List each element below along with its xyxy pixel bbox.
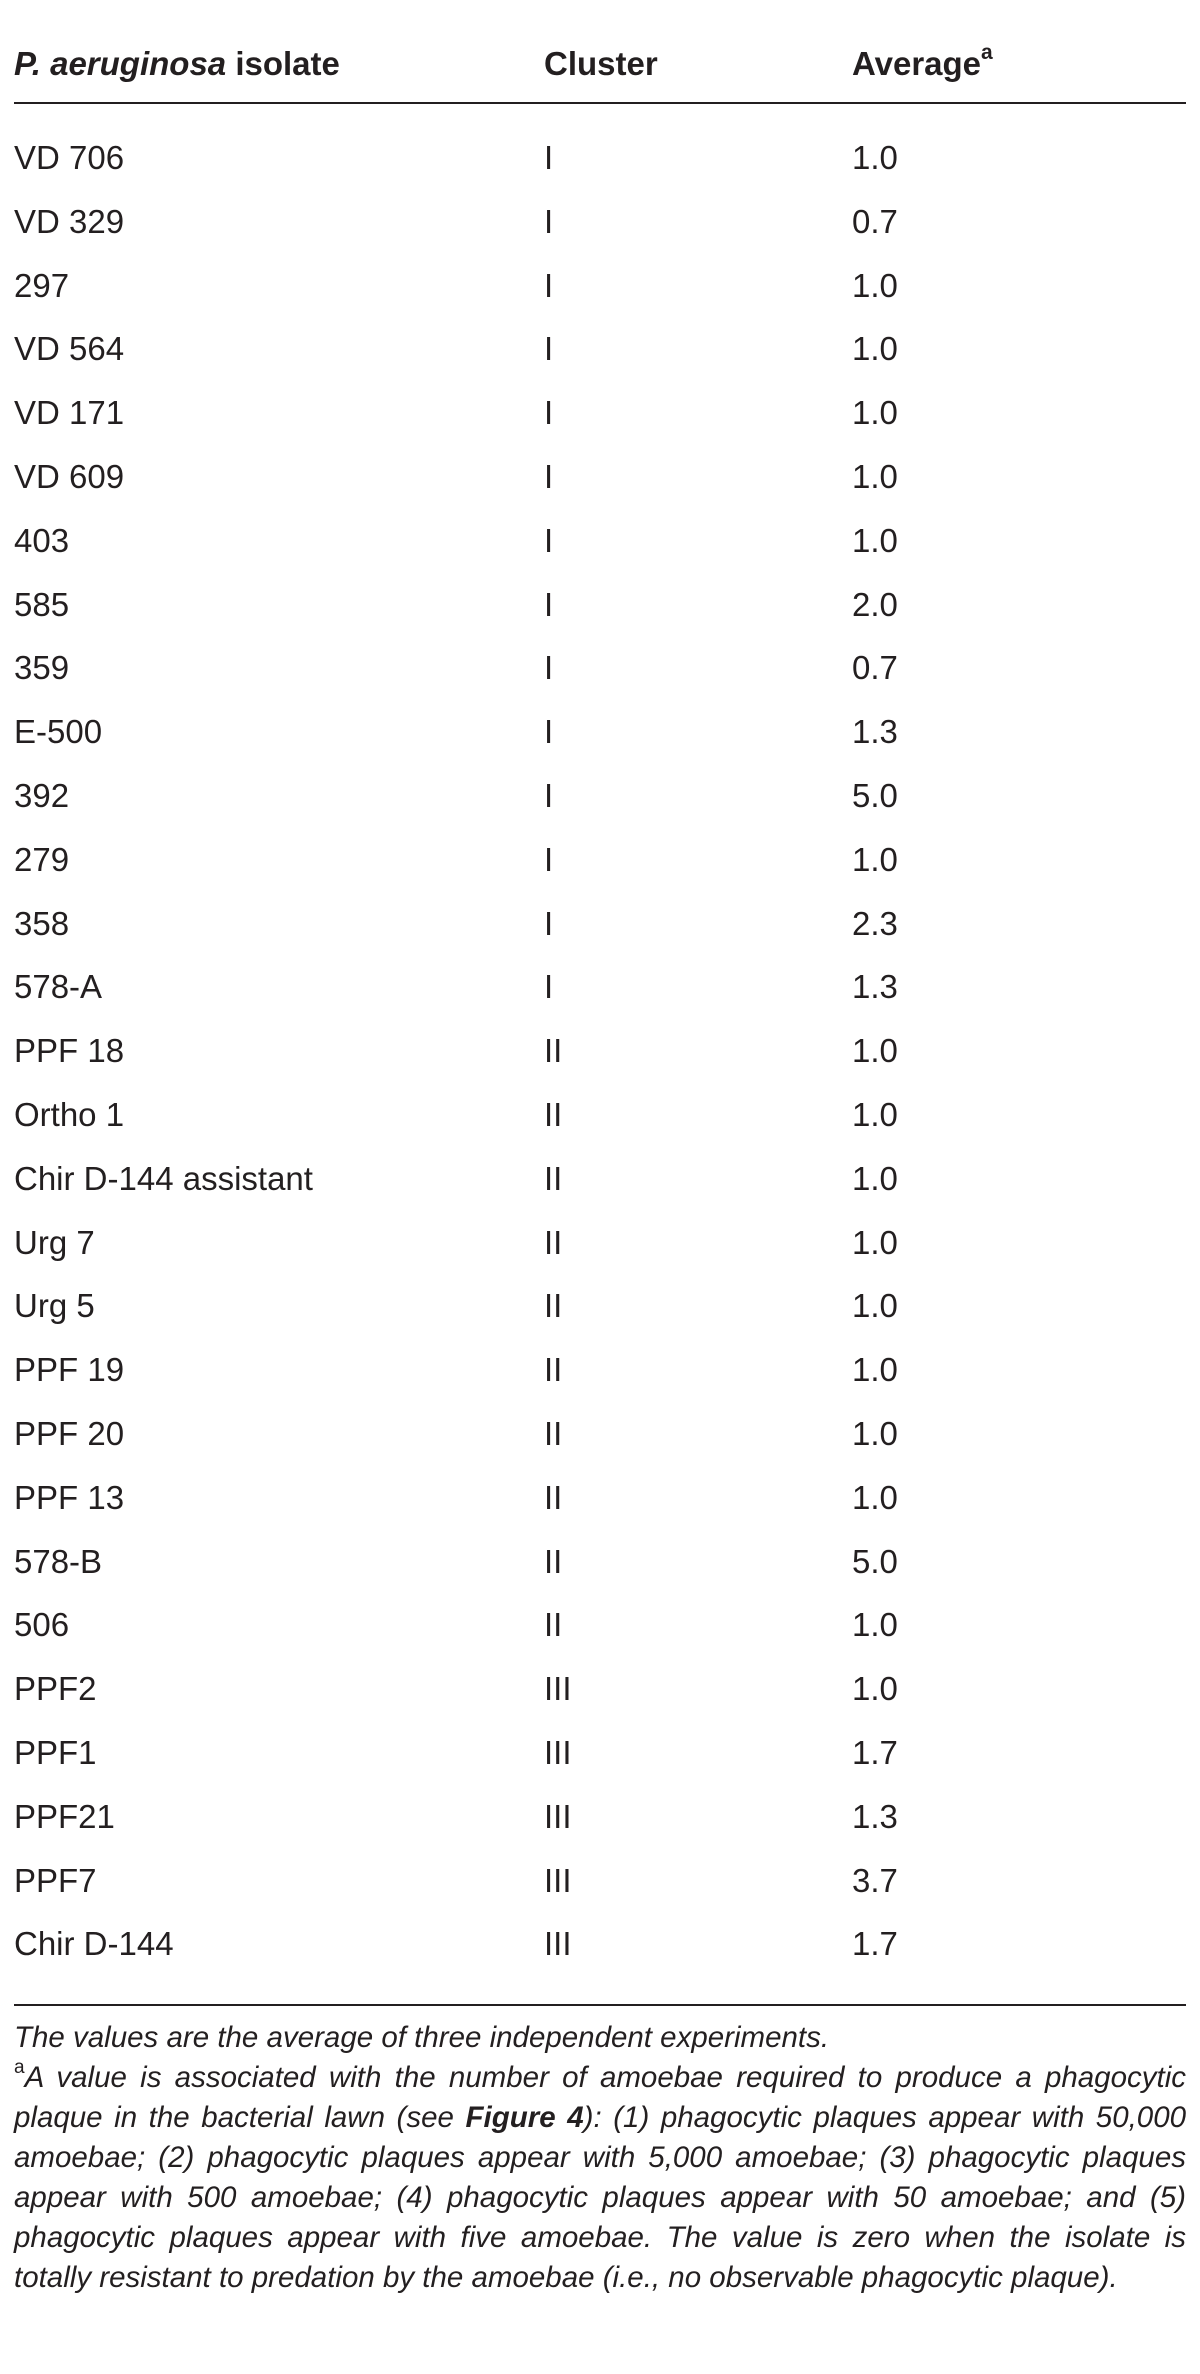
table-row bbox=[0, 1211, 1200, 1275]
isolate-cell: PPF21 bbox=[14, 1797, 115, 1835]
table-row bbox=[0, 892, 1200, 956]
cluster-cell: I bbox=[544, 202, 554, 240]
header-average-label: Average bbox=[852, 45, 982, 82]
table-row bbox=[0, 764, 1200, 828]
table-row bbox=[0, 381, 1200, 445]
table-row bbox=[0, 828, 1200, 892]
cluster-cell: I bbox=[544, 585, 554, 623]
average-cell: 5.0 bbox=[852, 776, 898, 814]
isolate-cell: PPF 20 bbox=[14, 1414, 125, 1452]
cluster-cell: II bbox=[544, 1287, 563, 1325]
average-cell: 1.0 bbox=[852, 139, 898, 176]
average-cell: 1.0 bbox=[852, 1223, 898, 1261]
header-average bbox=[852, 36, 993, 92]
cluster-cell: II bbox=[544, 1351, 563, 1389]
table-header bbox=[0, 36, 1200, 92]
cluster-cell: III bbox=[544, 1670, 572, 1708]
average-cell: 1.0 bbox=[852, 1351, 898, 1389]
footnote-a-text-2: ): (1) phagocytic plaques appear with 50,000 amoebae; (2) phagocytic plaques appear with 5,000 amoebae; (3) phagocytic plaques appear with 500 amoebae; (4) phagocytic plaques appear with 50 amoebae; and (5) phagocytic plaques appear with five amoebae. The value is zero when the isolate is totally resistant to predation by the amoebae (i.e., no observable phagocytic plaque). bbox=[14, 2101, 1187, 2294]
header-isolate bbox=[14, 36, 340, 92]
average-cell: 2.0 bbox=[852, 585, 898, 623]
average-cell: 3.7 bbox=[852, 1861, 898, 1899]
cluster-cell: I bbox=[544, 139, 554, 176]
cluster-cell: II bbox=[544, 1414, 563, 1452]
table-row bbox=[0, 1019, 1200, 1083]
cluster-cell: I bbox=[544, 968, 554, 1006]
cluster-cell: III bbox=[544, 1733, 572, 1771]
isolate-cell: Chir D-144 assistant bbox=[14, 1159, 313, 1197]
table-row bbox=[0, 1849, 1200, 1913]
table-row bbox=[0, 509, 1200, 573]
header-cluster: Cluster bbox=[544, 45, 658, 82]
table-row bbox=[0, 1785, 1200, 1849]
isolate-cell: Urg 7 bbox=[14, 1223, 95, 1261]
figure-reference: Figure 4 bbox=[465, 2101, 584, 2134]
isolate-cell: VD 564 bbox=[14, 330, 125, 368]
table-row bbox=[0, 126, 1200, 190]
isolate-cell: E-500 bbox=[14, 713, 103, 751]
cluster-cell: I bbox=[544, 330, 554, 368]
table-row bbox=[0, 1083, 1200, 1147]
average-cell: 1.0 bbox=[852, 1478, 898, 1516]
cluster-cell: III bbox=[544, 1925, 572, 1963]
isolate-cell: VD 329 bbox=[14, 202, 125, 240]
average-cell: 2.3 bbox=[852, 904, 898, 942]
average-cell: 1.0 bbox=[852, 1287, 898, 1325]
average-cell: 1.0 bbox=[852, 1414, 898, 1452]
header-average-footnote-marker: a bbox=[981, 41, 993, 64]
table-bottom-rule bbox=[14, 2004, 1186, 2006]
cluster-cell: I bbox=[544, 266, 554, 304]
average-cell: 1.0 bbox=[852, 1670, 898, 1708]
isolate-cell: 297 bbox=[14, 266, 70, 304]
average-cell: 0.7 bbox=[852, 649, 898, 687]
isolate-cell: 279 bbox=[14, 840, 70, 878]
isolate-cell: Urg 5 bbox=[14, 1287, 95, 1325]
isolate-cell: VD 171 bbox=[14, 394, 125, 432]
cluster-cell: I bbox=[544, 776, 554, 814]
footnote-general: The values are the average of three independent experiments. bbox=[14, 2021, 830, 2054]
cluster-cell: I bbox=[544, 840, 554, 878]
average-cell: 1.3 bbox=[852, 713, 898, 751]
cluster-cell: III bbox=[544, 1861, 572, 1899]
header-isolate-species: P. aeruginosa bbox=[14, 45, 227, 82]
isolate-cell: VD 706 bbox=[14, 139, 125, 176]
table-row bbox=[0, 445, 1200, 509]
table-row bbox=[0, 1593, 1200, 1657]
table-row bbox=[0, 190, 1200, 254]
average-cell: 1.0 bbox=[852, 1095, 898, 1133]
table-row bbox=[0, 1338, 1200, 1402]
footnote-a-marker: a bbox=[14, 2057, 25, 2079]
average-cell: 1.0 bbox=[852, 1159, 898, 1197]
isolate-cell: 585 bbox=[14, 585, 70, 623]
isolate-cell: PPF7 bbox=[14, 1861, 97, 1899]
isolate-cell: 358 bbox=[14, 904, 70, 942]
average-cell: 1.0 bbox=[852, 457, 898, 495]
cluster-cell: II bbox=[544, 1032, 563, 1070]
average-cell: 1.0 bbox=[852, 266, 898, 304]
table-row bbox=[0, 1530, 1200, 1594]
table-row bbox=[0, 254, 1200, 318]
cluster-cell: II bbox=[544, 1223, 563, 1261]
footnote-a bbox=[14, 2058, 1186, 2298]
cluster-cell: II bbox=[544, 1606, 563, 1644]
table-row bbox=[0, 573, 1200, 637]
table-body bbox=[0, 126, 1200, 1976]
table-row bbox=[0, 636, 1200, 700]
table-row bbox=[0, 1912, 1200, 1976]
table-row bbox=[0, 700, 1200, 764]
isolate-cell: Chir D-144 bbox=[14, 1925, 174, 1963]
cluster-cell: I bbox=[544, 649, 554, 687]
average-cell: 0.7 bbox=[852, 202, 898, 240]
table-row bbox=[0, 1402, 1200, 1466]
average-cell: 1.0 bbox=[852, 521, 898, 559]
table-row bbox=[0, 1721, 1200, 1785]
isolate-cell: PPF1 bbox=[14, 1733, 97, 1771]
isolate-cell: 578-B bbox=[14, 1542, 103, 1580]
cluster-cell: I bbox=[544, 521, 554, 559]
isolate-cell: 506 bbox=[14, 1606, 70, 1644]
cluster-cell: II bbox=[544, 1095, 563, 1133]
cluster-cell: I bbox=[544, 457, 554, 495]
isolate-cell: PPF 19 bbox=[14, 1351, 125, 1389]
table-row bbox=[0, 1466, 1200, 1530]
average-cell: 1.3 bbox=[852, 968, 898, 1006]
average-cell: 1.3 bbox=[852, 1797, 898, 1835]
cluster-cell: II bbox=[544, 1159, 563, 1197]
table-row bbox=[0, 955, 1200, 1019]
table-row bbox=[0, 317, 1200, 381]
isolate-cell: Ortho 1 bbox=[14, 1095, 125, 1133]
isolate-cell: PPF 13 bbox=[14, 1478, 125, 1516]
average-cell: 1.7 bbox=[852, 1925, 898, 1963]
table-row bbox=[0, 1657, 1200, 1721]
table-row bbox=[0, 1147, 1200, 1211]
cluster-cell: II bbox=[544, 1478, 563, 1516]
average-cell: 1.7 bbox=[852, 1733, 898, 1771]
table-footnotes bbox=[14, 2018, 1186, 2298]
average-cell: 5.0 bbox=[852, 1542, 898, 1580]
cluster-cell: I bbox=[544, 394, 554, 432]
average-cell: 1.0 bbox=[852, 394, 898, 432]
isolate-cell: PPF 18 bbox=[14, 1032, 125, 1070]
cluster-cell: I bbox=[544, 904, 554, 942]
cluster-cell: II bbox=[544, 1542, 563, 1580]
cluster-cell: III bbox=[544, 1797, 572, 1835]
footnote-a-text-1: A value is associated with the number of amoebae required to produce a phagocytic plaque in the bacterial lawn (see bbox=[14, 2061, 1186, 2134]
header-rule bbox=[14, 102, 1186, 104]
average-cell: 1.0 bbox=[852, 840, 898, 878]
table-row bbox=[0, 1274, 1200, 1338]
isolate-cell: PPF2 bbox=[14, 1670, 97, 1708]
isolate-cell: 578-A bbox=[14, 968, 103, 1006]
isolate-cell: 392 bbox=[14, 776, 70, 814]
isolate-cell: 359 bbox=[14, 649, 70, 687]
header-isolate-label: isolate bbox=[226, 45, 340, 82]
average-cell: 1.0 bbox=[852, 1606, 898, 1644]
cluster-cell: I bbox=[544, 713, 554, 751]
average-cell: 1.0 bbox=[852, 1032, 898, 1070]
isolate-cell: VD 609 bbox=[14, 457, 125, 495]
average-cell: 1.0 bbox=[852, 330, 898, 368]
isolate-cell: 403 bbox=[14, 521, 70, 559]
